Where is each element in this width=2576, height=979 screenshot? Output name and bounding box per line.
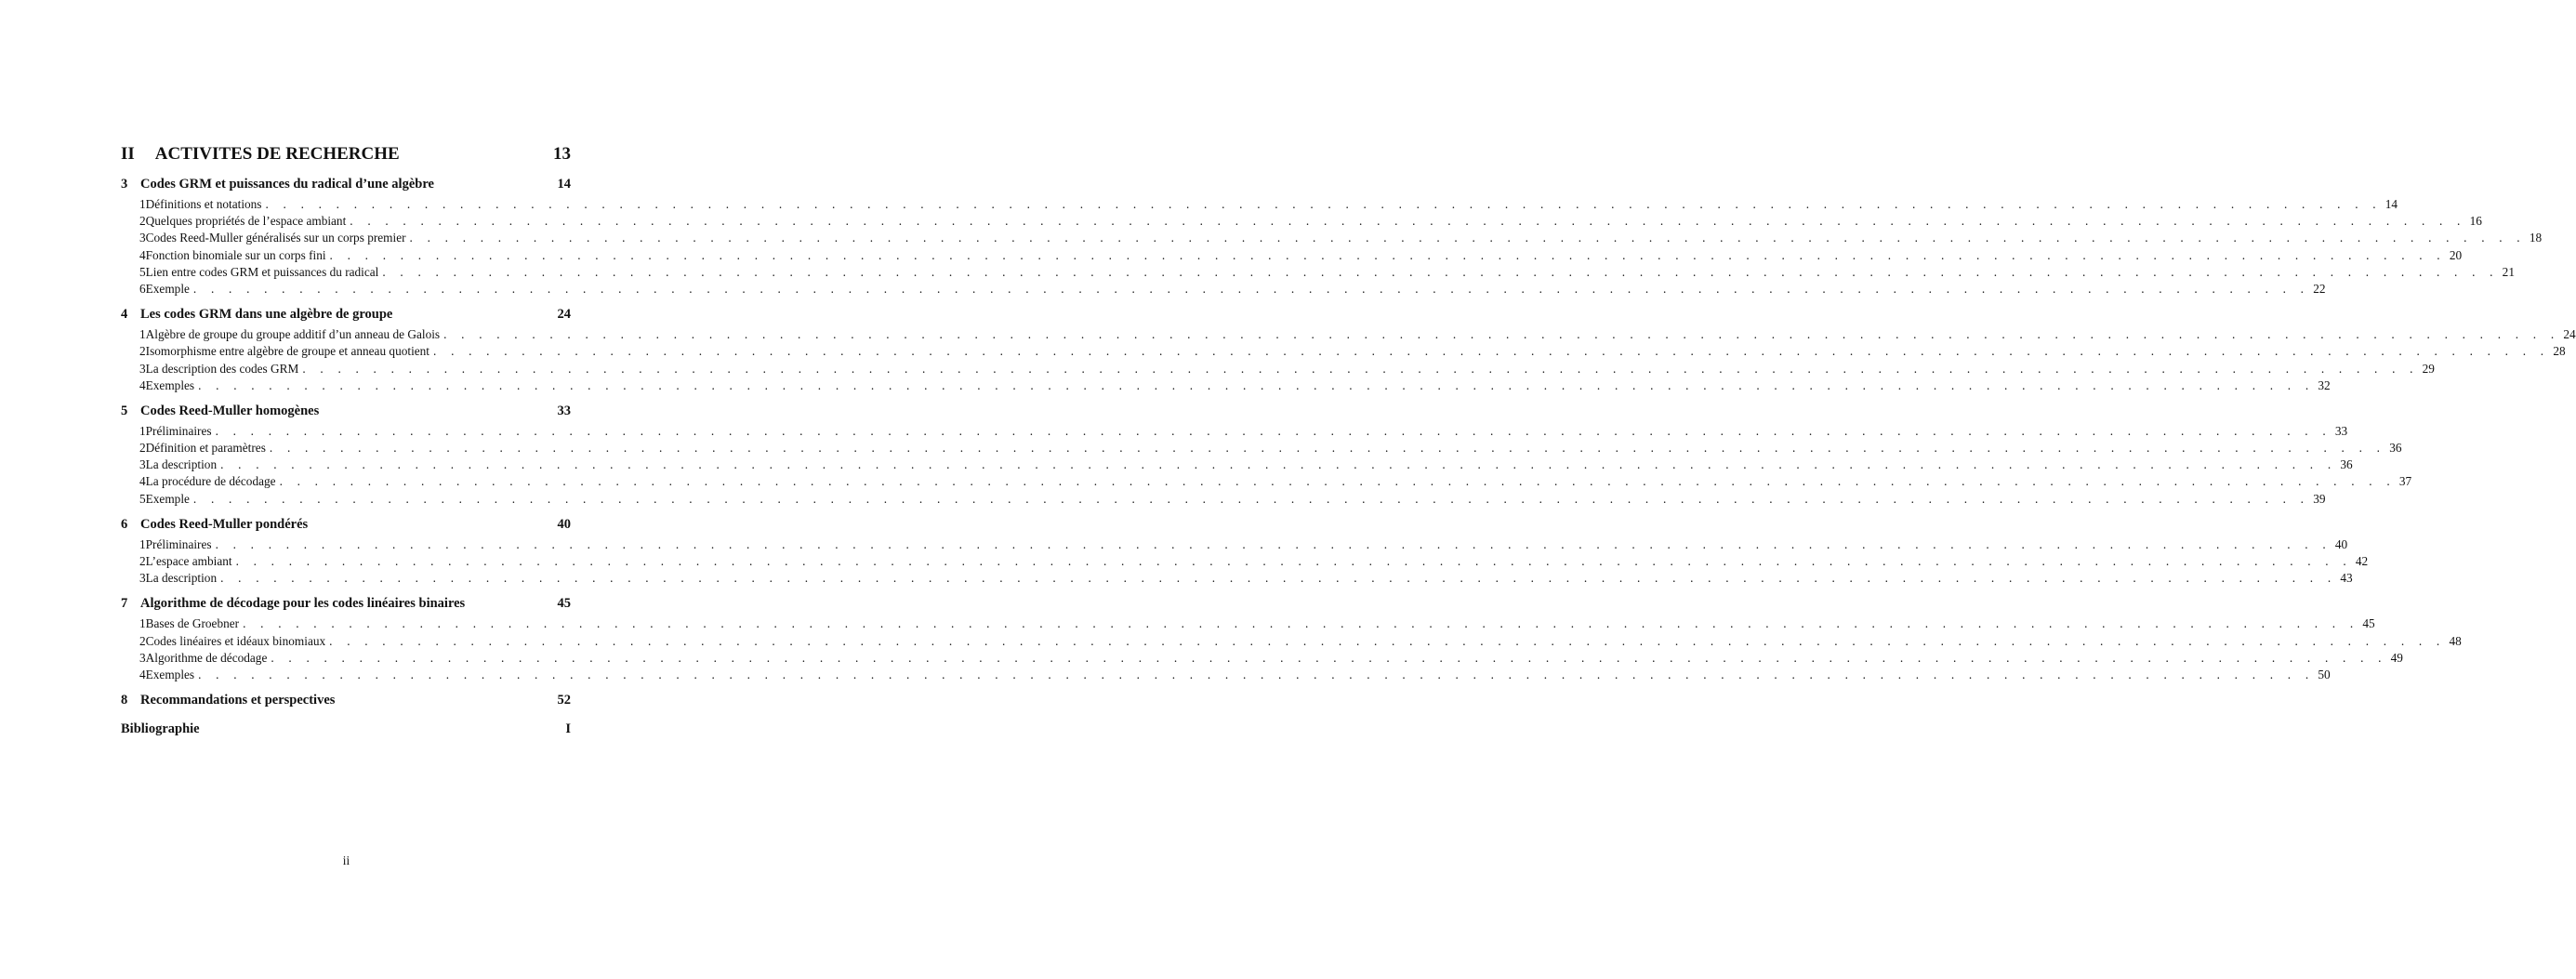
dot-leader: . . . . . . . . . . . . . . . . . . . . . . . . . . . . . . . . . . . . . . . . . . . . . . . . . . . . . . . . . . . . . . . . . . . . . . . . . . . . . . . . . . . . . . . . . . . . . . . . . . . . . . . . . . . . . . . . . . . . . . . . [220, 457, 2337, 472]
section-title: L’espace ambiant [145, 554, 232, 568]
dot-leader: . . . . . . . . . . . . . . . . . . . . . . . . . . . . . . . . . . . . . . . . . . . . . . . . . . . . . . . . . . . . . . . . . . . . . . . . . . . . . . . . . . . . . . . . . . . . . . . . . . . . . . . . . . . . . . . . . . . . . . . . [235, 554, 2352, 568]
section-page: 49 [2390, 650, 2403, 665]
chapter-heading[interactable] [121, 404, 571, 424]
chapter-title: Codes Reed-Muller homogènes [140, 403, 320, 418]
section-title: Bases de Groebner [145, 616, 240, 631]
dot-leader: . . . . . . . . . . . . . . . . . . . . . . . . . . . . . . . . . . . . . . . . . . . . . . . . . . . . . . . . . . . . . . . . . . . . . . . . . . . . . . . . . . . . . . . . . . . . . . . . . . . . . . . . . . . . . . . . . . . . . . . . [265, 197, 2382, 211]
dot-leader: . . . . . . . . . . . . . . . . . . . . . . . . . . . . . . . . . . . . . . . . . . . . . . . . . . . . . . . . . . . . . . . . . . . . . . . . . . . . . . . . . . . . . . . . . . . . . . . . . . . . . . . . . . . . . . . . . . . . . . . . [198, 377, 2315, 392]
section-number: 5 [139, 491, 146, 506]
toc-section-row[interactable] [121, 633, 2462, 651]
chapter-title: Algorithme de décodage pour les codes linéaires binaires [140, 596, 466, 612]
section-number: 3 [139, 650, 146, 665]
table-of-contents [121, 177, 2576, 742]
dot-leader: . . . . . . . . . . . . . . . . . . . . . . . . . . . . . . . . . . . . . . . . . . . . . . . . . . . . . . . . . . . . . . . . . . . . . . . . . . . . . . . . . . . . . . . . . . . . . . . . . . . . . . . . . . . . . . . . . . . . . . . . [329, 247, 2446, 262]
chapter-page: 45 [557, 596, 571, 612]
dot-leader: . . . . . . . . . . . . . . . . . . . . . . . . . . . . . . . . . . . . . . . . . . . . . . . . . . . . . . . . . . . . . . . . . . . . . . . . . . . . . . . . . . . . . . . . . . . . . . . . . . . . . . . . . . . . . . . . . . . . . . . . [409, 231, 2526, 245]
dot-leader: . . . . . . . . . . . . . . . . . . . . . . . . . . . . . . . . . . . . . . . . . . . . . . . . . . . . . . . . . . . . . . . . . . . . . . . . . . . . . . . . . . . . . . . . . . . . . . . . . . . . . . . . . . . . . . . . . . . . . . . . [243, 616, 2359, 631]
chapter-title: Recommandations et perspectives [140, 693, 336, 708]
toc-section-row[interactable] [121, 377, 2331, 395]
toc-section-row[interactable] [121, 441, 2402, 457]
toc-section-row[interactable] [121, 667, 2331, 684]
toc-section-row[interactable] [121, 474, 2412, 491]
section-title: Lien entre codes GRM et puissances du radical [145, 264, 379, 279]
section-page: 39 [2313, 491, 2326, 506]
toc-section-row[interactable] [121, 491, 2326, 509]
chapter-heading[interactable] [121, 307, 571, 327]
toc-chapter [121, 403, 2412, 509]
section-number: 6 [139, 281, 146, 296]
chapter-title: Codes Reed-Muller pondérés [140, 516, 309, 532]
section-page: 14 [2384, 197, 2398, 211]
chapter-number: 4 [121, 307, 128, 323]
dot-leader: . . . . . . . . . . . . . . . . . . . . . . . . . . . . . . . . . . . . . . . . . . . . . . . . . . . . . . . . . . . . . . . . . . . . . . . . . . . . . . . . . . . . . . . . . . . . . . . . . . . . . . . . . . . . . . . . . . . . . . . . [220, 571, 2337, 586]
section-title: Préliminaires [145, 536, 212, 551]
section-page: 45 [2362, 616, 2375, 631]
section-number: 2 [139, 441, 146, 456]
section-number: 1 [139, 616, 146, 631]
chapter-number: 6 [121, 516, 128, 532]
section-title: Codes Reed-Muller généralisés sur un corps premier [145, 231, 406, 245]
dot-leader: . . . . . . . . . . . . . . . . . . . . . . . . . . . . . . . . . . . . . . . . . . . . . . . . . . . . . . . . . . . . . . . . . . . . . . . . . . . . . . . . . . . . . . . . . . . . . . . . . . . . . . . . . . . . . . . . . . . . . . . . [382, 264, 2499, 279]
section-page: 37 [2398, 474, 2412, 489]
section-number: 1 [139, 423, 146, 438]
section-number: 1 [139, 197, 146, 211]
section-page: 32 [2318, 377, 2331, 392]
part-heading [121, 144, 571, 165]
section-page: 28 [2553, 344, 2566, 359]
section-number: 1 [139, 536, 146, 551]
chapter-number: 7 [121, 596, 128, 612]
section-number: 2 [139, 633, 146, 648]
chapter-page: 33 [557, 403, 571, 418]
section-title: Fonction binomiale sur un corps fini [145, 247, 326, 262]
section-page: 29 [2422, 361, 2435, 376]
section-number: 3 [139, 571, 146, 586]
dot-leader: . . . . . . . . . . . . . . . . . . . . . . . . . . . . . . . . . . . . . . . . . . . . . . . . . . . . . . . . . . . . . . . . . . . . . . . . . . . . . . . . . . . . . . . . . . . . . . . . . . . . . . . . . . . . . . . . . . . . . . . . [215, 536, 2332, 551]
section-title: Définitions et notations [145, 197, 262, 211]
part-title: ACTIVITES DE RECHERCHE [154, 144, 400, 164]
toc-section-row[interactable] [121, 197, 2398, 214]
toc-chapter [121, 516, 2369, 589]
toc-section-row[interactable] [121, 554, 2369, 571]
section-number: 2 [139, 554, 146, 568]
chapter-page: 14 [557, 177, 571, 192]
toc-section-row[interactable] [121, 650, 2403, 668]
section-number: 3 [139, 361, 146, 376]
bibliography-entry[interactable] [121, 721, 571, 742]
section-title: Isomorphisme entre algèbre de groupe et anneau quotient [145, 344, 430, 359]
chapter-page: 24 [557, 307, 571, 323]
toc-section-row[interactable] [121, 281, 2326, 298]
page-footer-number: ii [342, 853, 350, 867]
toc-chapter [121, 307, 2576, 395]
dot-leader: . . . . . . . . . . . . . . . . . . . . . . . . . . . . . . . . . . . . . . . . . . . . . . . . . . . . . . . . . . . . . . . . . . . . . . . . . . . . . . . . . . . . . . . . . . . . . . . . . . . . . . . . . . . . . . . . . . . . . . . . [271, 650, 2387, 665]
chapter-title: Codes GRM et puissances du radical d’une algèbre [140, 177, 434, 192]
section-title: Exemple [145, 281, 190, 296]
section-number: 3 [139, 457, 146, 472]
chapter-heading[interactable] [121, 596, 571, 616]
section-title: Exemples [145, 377, 195, 392]
toc-chapter [121, 596, 2462, 684]
dot-leader: . . . . . . . . . . . . . . . . . . . . . . . . . . . . . . . . . . . . . . . . . . . . . . . . . . . . . . . . . . . . . . . . . . . . . . . . . . . . . . . . . . . . . . . . . . . . . . . . . . . . . . . . . . . . . . . . . . . . . . . . [198, 667, 2315, 681]
section-title: La procédure de décodage [145, 474, 276, 489]
section-page: 22 [2313, 281, 2326, 296]
section-title: Codes linéaires et idéaux binomiaux [145, 633, 326, 648]
section-page: 43 [2340, 571, 2353, 586]
section-page: 36 [2389, 441, 2402, 456]
chapter-heading[interactable] [121, 517, 571, 537]
section-page: 24 [2563, 327, 2576, 342]
dot-leader: . . . . . . . . . . . . . . . . . . . . . . . . . . . . . . . . . . . . . . . . . . . . . . . . . . . . . . . . . . . . . . . . . . . . . . . . . . . . . . . . . . . . . . . . . . . . . . . . . . . . . . . . . . . . . . . . . . . . . . . . [215, 423, 2332, 438]
dot-leader: . . . . . . . . . . . . . . . . . . . . . . . . . . . . . . . . . . . . . . . . . . . . . . . . . . . . . . . . . . . . . . . . . . . . . . . . . . . . . . . . . . . . . . . . . . . . . . . . . . . . . . . . . . . . . . . . . . . . . . . . [192, 491, 2310, 506]
section-page: 18 [2529, 231, 2543, 245]
chapter-heading[interactable] [121, 693, 571, 713]
section-page: 50 [2318, 667, 2331, 681]
toc-section-row[interactable] [121, 361, 2435, 378]
section-page: 48 [2449, 633, 2462, 648]
toc-section-row[interactable] [121, 457, 2353, 474]
part-page: 13 [553, 144, 571, 164]
section-number: 4 [139, 667, 146, 681]
section-page: 42 [2355, 554, 2369, 568]
section-number: 4 [139, 377, 146, 392]
section-title: Exemples [145, 667, 195, 681]
dot-leader: . . . . . . . . . . . . . . . . . . . . . . . . . . . . . . . . . . . . . . . . . . . . . . . . . . . . . . . . . . . . . . . . . . . . . . . . . . . . . . . . . . . . . . . . . . . . . . . . . . . . . . . . . . . . . . . . . . . . . . . . [269, 441, 2386, 456]
section-page: 33 [2334, 423, 2348, 438]
section-page: 36 [2340, 457, 2353, 472]
chapter-page: 52 [557, 693, 571, 708]
toc-section-row[interactable] [121, 536, 2348, 554]
toc-section-row[interactable] [121, 423, 2348, 441]
section-page: 21 [2502, 264, 2515, 279]
chapter-number: 3 [121, 177, 128, 192]
toc-chapter [121, 693, 571, 713]
dot-leader: . . . . . . . . . . . . . . . . . . . . . . . . . . . . . . . . . . . . . . . . . . . . . . . . . . . . . . . . . . . . . . . . . . . . . . . . . . . . . . . . . . . . . . . . . . . . . . . . . . . . . . . . . . . . . . . . . . . . . . . . [433, 344, 2550, 359]
section-title: Quelques propriétés de l’espace ambiant [145, 214, 347, 229]
section-title: Algorithme de décodage [145, 650, 268, 665]
chapter-title: Les codes GRM dans une algèbre de groupe [140, 307, 393, 323]
section-number: 3 [139, 231, 146, 245]
bibliography-title: Bibliographie [121, 721, 200, 737]
chapter-heading[interactable] [121, 177, 571, 197]
toc-section-row[interactable] [121, 214, 2482, 231]
section-title: La description [145, 457, 218, 472]
section-title: La description [145, 571, 218, 586]
section-number: 1 [139, 327, 146, 342]
dot-leader: . . . . . . . . . . . . . . . . . . . . . . . . . . . . . . . . . . . . . . . . . . . . . . . . . . . . . . . . . . . . . . . . . . . . . . . . . . . . . . . . . . . . . . . . . . . . . . . . . . . . . . . . . . . . . . . . . . . . . . . . [192, 281, 2310, 296]
dot-leader: . . . . . . . . . . . . . . . . . . . . . . . . . . . . . . . . . . . . . . . . . . . . . . . . . . . . . . . . . . . . . . . . . . . . . . . . . . . . . . . . . . . . . . . . . . . . . . . . . . . . . . . . . . . . . . . . . . . . . . . . [443, 327, 2560, 342]
section-title: La description des codes GRM [145, 361, 299, 376]
part-number: II [121, 144, 135, 164]
toc-section-row[interactable] [121, 247, 2463, 265]
section-number: 4 [139, 247, 146, 262]
chapter-page: 40 [557, 516, 571, 532]
section-title: Préliminaires [145, 423, 212, 438]
section-title: Définition et paramètres [145, 441, 266, 456]
toc-section-row[interactable] [121, 327, 2576, 344]
section-title: Exemple [145, 491, 190, 506]
section-page: 16 [2469, 214, 2482, 229]
toc-section-row[interactable] [121, 264, 2515, 282]
bibliography-page: I [565, 721, 571, 737]
chapter-number: 5 [121, 403, 128, 418]
section-number: 4 [139, 474, 146, 489]
section-number: 2 [139, 344, 146, 359]
toc-chapter [121, 177, 2543, 298]
dot-leader: . . . . . . . . . . . . . . . . . . . . . . . . . . . . . . . . . . . . . . . . . . . . . . . . . . . . . . . . . . . . . . . . . . . . . . . . . . . . . . . . . . . . . . . . . . . . . . . . . . . . . . . . . . . . . . . . . . . . . . . . [350, 214, 2466, 229]
section-title: Algèbre de groupe du groupe additif d’un anneau de Galois [145, 327, 441, 342]
dot-leader: . . . . . . . . . . . . . . . . . . . . . . . . . . . . . . . . . . . . . . . . . . . . . . . . . . . . . . . . . . . . . . . . . . . . . . . . . . . . . . . . . . . . . . . . . . . . . . . . . . . . . . . . . . . . . . . . . . . . . . . . [279, 474, 2396, 489]
toc-section-row[interactable] [121, 616, 2375, 633]
section-number: 5 [139, 264, 146, 279]
dot-leader: . . . . . . . . . . . . . . . . . . . . . . . . . . . . . . . . . . . . . . . . . . . . . . . . . . . . . . . . . . . . . . . . . . . . . . . . . . . . . . . . . . . . . . . . . . . . . . . . . . . . . . . . . . . . . . . . . . . . . . . . [302, 361, 2419, 376]
toc-section-row[interactable] [121, 344, 2566, 361]
section-page: 40 [2334, 536, 2348, 551]
section-page: 20 [2449, 247, 2463, 262]
chapter-number: 8 [121, 693, 128, 708]
toc-section-row[interactable] [121, 231, 2543, 247]
section-number: 2 [139, 214, 146, 229]
dot-leader: . . . . . . . . . . . . . . . . . . . . . . . . . . . . . . . . . . . . . . . . . . . . . . . . . . . . . . . . . . . . . . . . . . . . . . . . . . . . . . . . . . . . . . . . . . . . . . . . . . . . . . . . . . . . . . . . . . . . . . . . [329, 633, 2446, 648]
toc-section-row[interactable] [121, 571, 2353, 588]
